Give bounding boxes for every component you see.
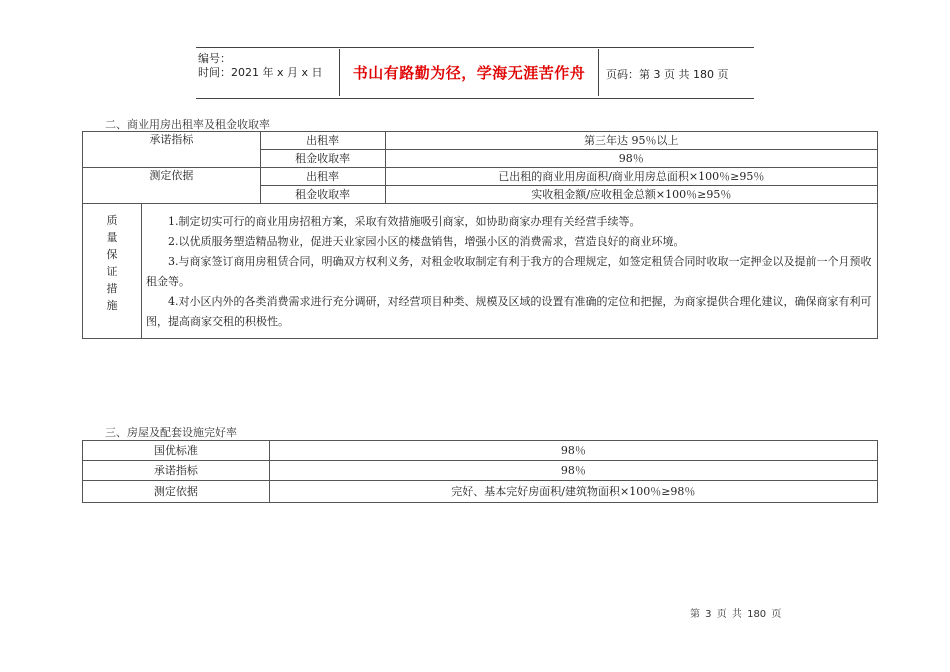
quality-char: 质 bbox=[106, 214, 118, 227]
page-label: 页码：第 3 页 共 180 页 bbox=[606, 68, 729, 81]
table-row bbox=[83, 204, 878, 339]
time-label: 时间：2021 年 x 月 x 日 bbox=[198, 66, 323, 79]
commit-rent-value: 98％ bbox=[385, 150, 877, 168]
occupancy-label: 出租率 bbox=[260, 132, 385, 150]
row-value: 98％ bbox=[269, 441, 877, 461]
quality-label bbox=[83, 204, 142, 338]
quality-char: 量 bbox=[106, 231, 118, 244]
slogan: 书山有路勤为径，学海无涯苦作舟 bbox=[352, 64, 586, 82]
occupancy-rent-table bbox=[82, 131, 878, 339]
row-value: 98％ bbox=[269, 461, 877, 481]
table-row bbox=[83, 481, 878, 503]
header-meta bbox=[198, 52, 338, 80]
table-row bbox=[83, 132, 878, 150]
quality-measures bbox=[142, 204, 878, 338]
row-value: 完好、基本完好房面积/建筑物面积×100％≥98％ bbox=[269, 481, 877, 503]
number-label: 编号： bbox=[198, 52, 231, 65]
quality-char: 保 bbox=[106, 248, 118, 261]
row-label: 国优标准 bbox=[83, 441, 270, 461]
quality-char: 措 bbox=[106, 282, 118, 295]
quality-inner-table bbox=[83, 204, 877, 338]
measure-item: 4.对小区内外的各类消费需求进行充分调研，对经营项目种类、规模及区域的设置有准确的定位和把握，为商家提供合理化建议，确保商家有利可图，提高商家交租的积极性。 bbox=[146, 295, 872, 328]
measure-item: 1.制定切实可行的商业用房招租方案，采取有效措施吸引商家，如协助商家办理有关经营手续等。 bbox=[168, 215, 641, 228]
rent-label: 租金收取率 bbox=[260, 186, 385, 204]
page-footer: 第 3 页 共 180 页 bbox=[690, 609, 782, 620]
measure-label: 测定依据 bbox=[83, 168, 261, 204]
commit-occupancy-value: 第三年达 95％以上 bbox=[385, 132, 877, 150]
document-header bbox=[196, 47, 754, 99]
section2-title: 二、商业用房出租率及租金收取率 bbox=[105, 118, 270, 131]
measure-item: 2.以优质服务塑造精品物业，促进天业家园小区的楼盘销售，增强小区的消费需求，营造良好的商业环境。 bbox=[168, 235, 685, 248]
row-label: 测定依据 bbox=[83, 481, 270, 503]
slogan-box bbox=[339, 49, 599, 96]
measure-rent-value: 实收租金额/应收租金总额×100％≥95％ bbox=[385, 186, 877, 204]
measure-item: 3.与商家签订商用房租赁合同，明确双方权利义务，对租金收取制定有利于我方的合理规定，如签定租赁合同时收取一定押金以及提前一个月预收租金等。 bbox=[146, 255, 872, 288]
quality-cell bbox=[83, 204, 878, 339]
table-row bbox=[83, 168, 878, 186]
commit-label: 承诺指标 bbox=[83, 132, 261, 168]
table-row bbox=[83, 441, 878, 461]
table-row bbox=[83, 461, 878, 481]
quality-char: 证 bbox=[106, 265, 118, 278]
rent-label: 租金收取率 bbox=[260, 150, 385, 168]
quality-char: 施 bbox=[106, 299, 118, 312]
row-label: 承诺指标 bbox=[83, 461, 270, 481]
measure-occupancy-value: 已出租的商业用房面积/商业用房总面积×100％≥95％ bbox=[385, 168, 877, 186]
facility-table bbox=[82, 440, 878, 503]
section3-title: 三、房屋及配套设施完好率 bbox=[105, 426, 237, 439]
occupancy-label: 出租率 bbox=[260, 168, 385, 186]
